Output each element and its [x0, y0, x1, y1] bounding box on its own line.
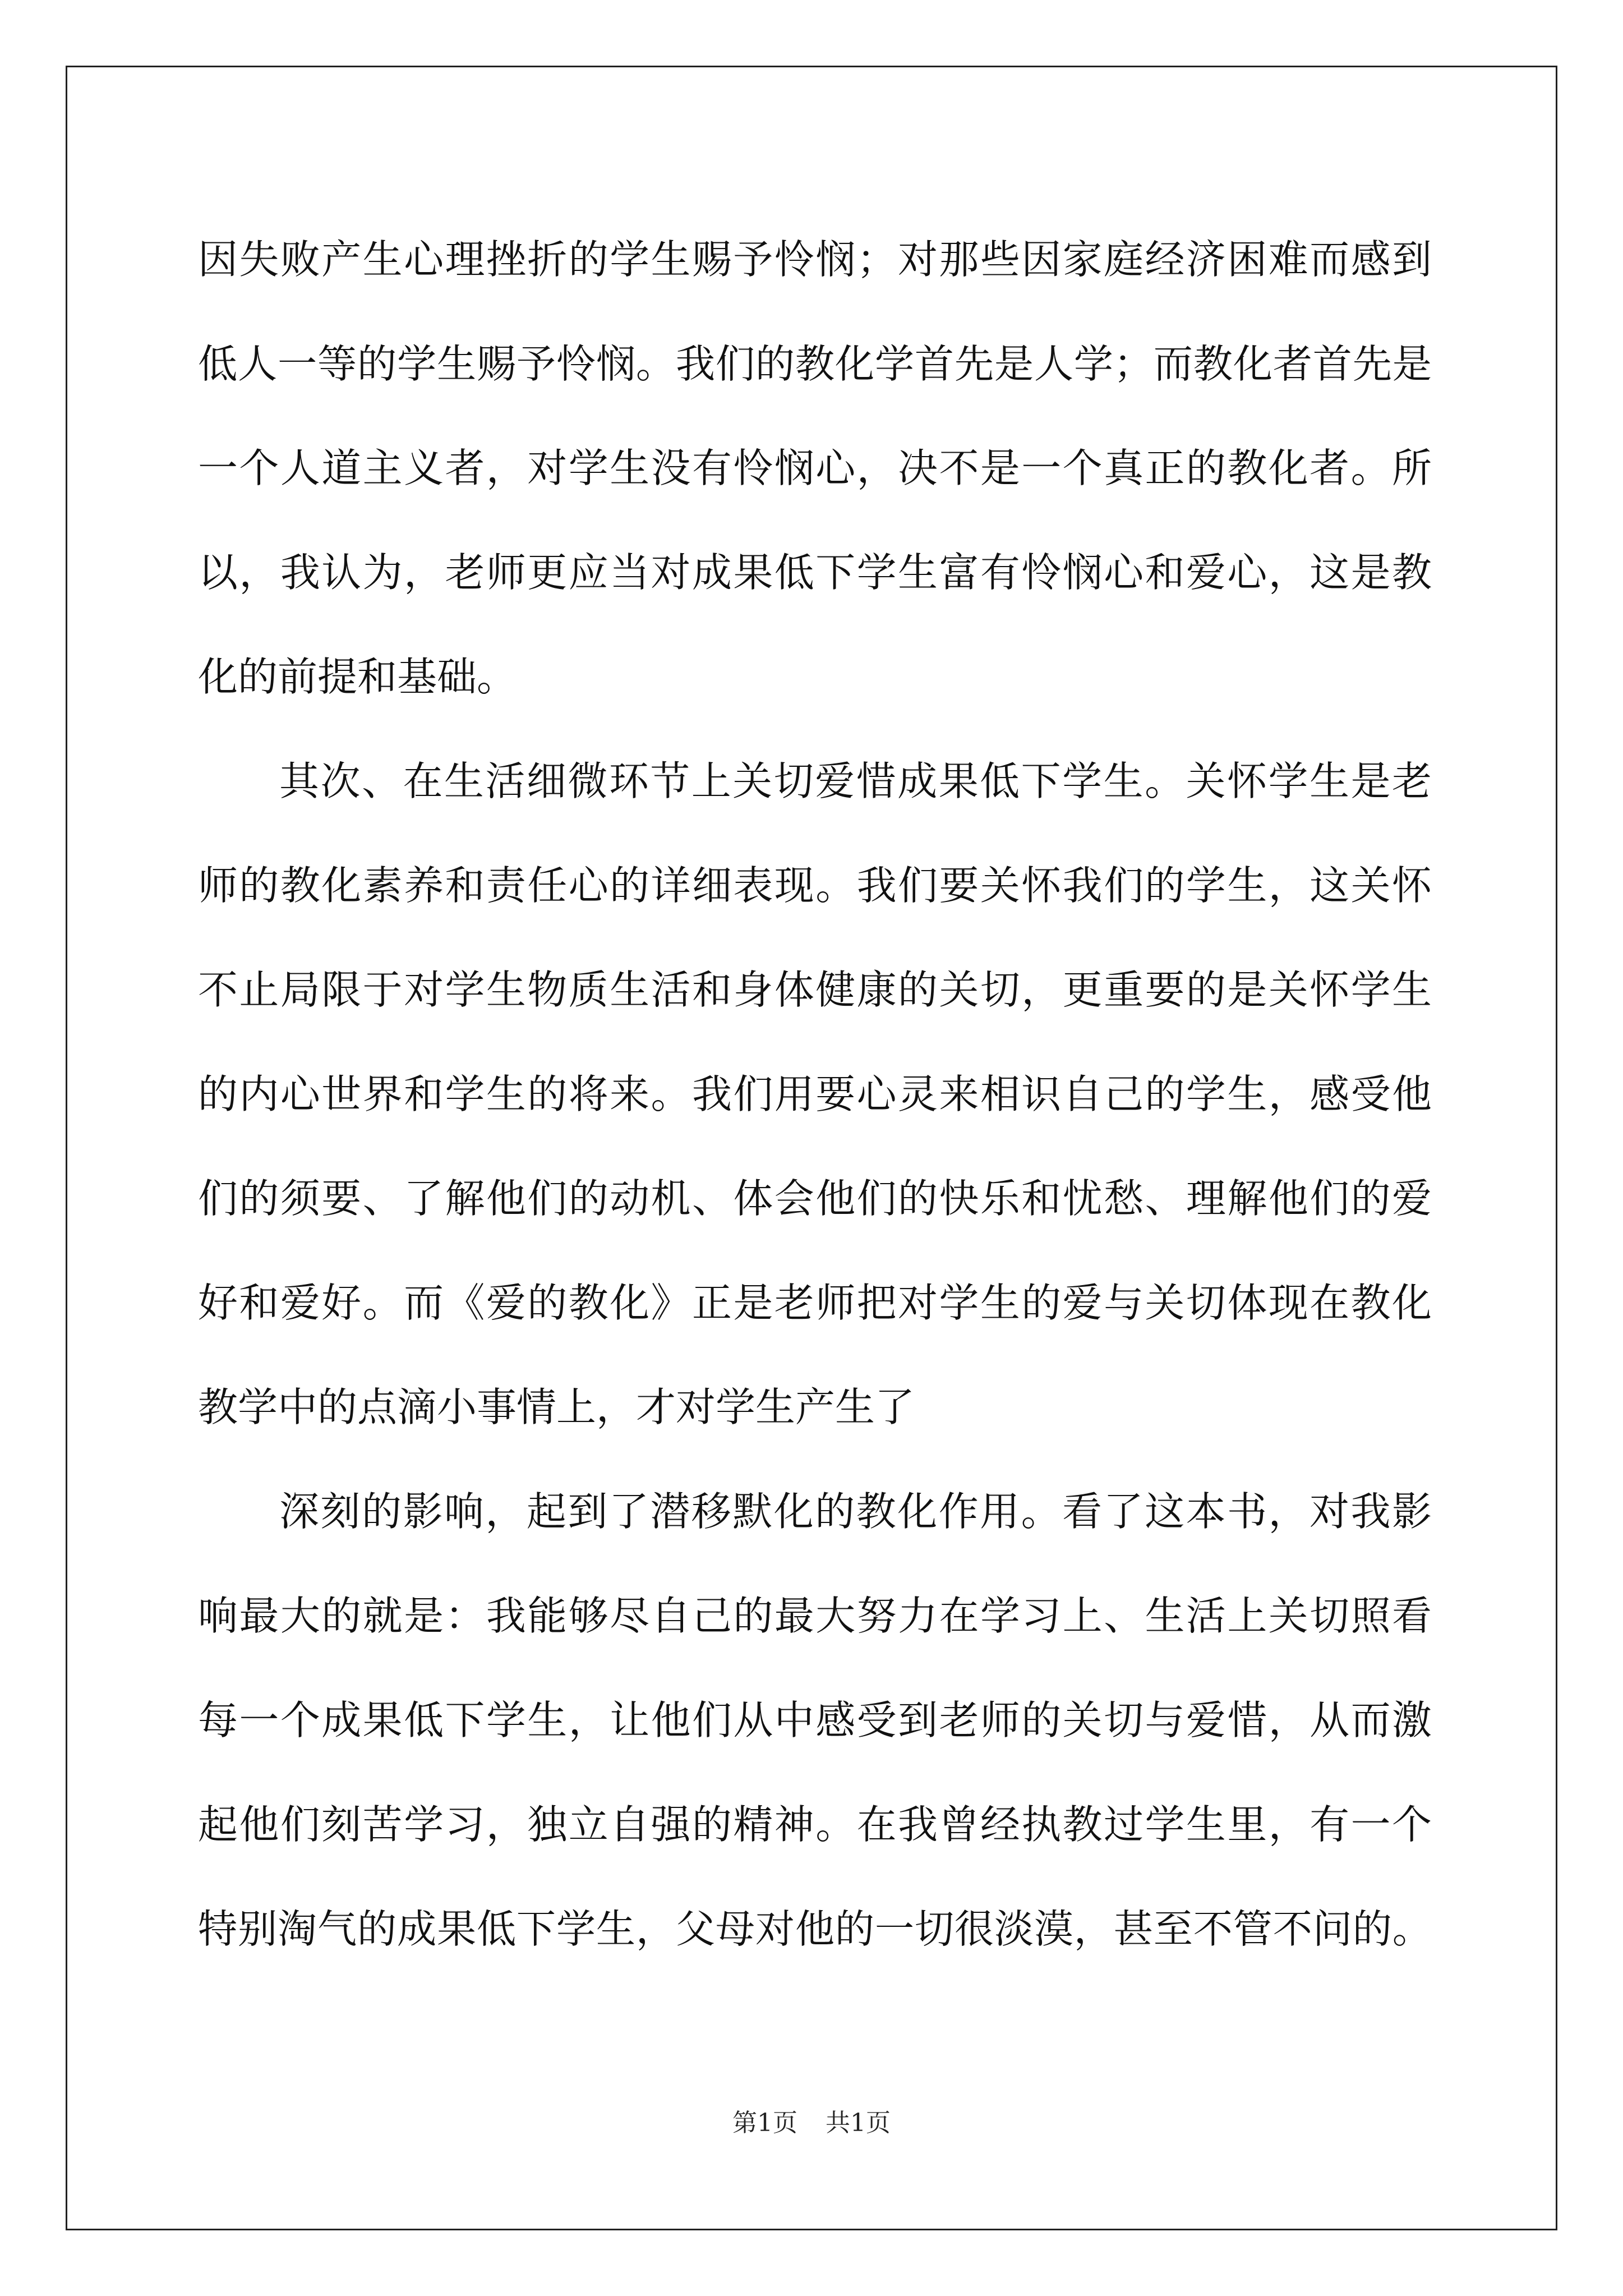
text-line: 的内心世界和学生的将来。我们用要心灵来相识自己的学生，感受他	[198, 1071, 1432, 1117]
text-line: 每一个成果低下学生，让他们从中感受到老师的关切与爱惜，从而激	[198, 1697, 1432, 1743]
text-line: 低人一等的学生赐予怜悯。我们的教化学首先是人学；而教化者首先是	[198, 341, 1432, 387]
page-footer	[0, 2102, 1623, 2138]
text-line: 深刻的影响，起到了潜移默化的教化作用。看了这本书，对我影	[279, 1488, 1432, 1535]
text-line: 其次、在生活细微环节上关切爱惜成果低下学生。关怀学生是老	[279, 758, 1432, 804]
text-line: 以，我认为，老师更应当对成果低下学生富有怜悯心和爱心，这是教	[198, 549, 1432, 596]
text-line: 师的教化素养和责任心的详细表现。我们要关怀我们的学生，这关怀	[198, 862, 1432, 909]
text-line: 因失败产生心理挫折的学生赐予怜悯；对那些因家庭经济困难而感到	[198, 236, 1432, 283]
text-line: 一个人道主义者，对学生没有怜悯心，决不是一个真正的教化者。所	[198, 445, 1432, 491]
text-line: 教学中的点滴小事情上，才对学生产生了	[198, 1384, 915, 1430]
text-line: 不止局限于对学生物质生活和身体健康的关切，更重要的是关怀学生	[198, 967, 1432, 1013]
page-total: 共1页	[826, 2109, 891, 2137]
text-line: 响最大的就是：我能够尽自己的最大努力在学习上、生活上关切照看	[198, 1593, 1432, 1639]
text-line: 好和爱好。而《爱的教化》正是老师把对学生的爱与关切体现在教化	[198, 1280, 1432, 1326]
page-number: 第1页	[732, 2109, 797, 2137]
document-body	[198, 208, 1432, 1981]
text-line: 们的须要、了解他们的动机、体会他们的快乐和忧愁、理解他们的爱	[198, 1175, 1432, 1222]
text-line: 起他们刻苦学习，独立自强的精神。在我曾经执教过学生里，有一个	[198, 1801, 1432, 1848]
text-line: 化的前提和基础。	[198, 654, 517, 700]
text-line: 特别淘气的成果低下学生，父母对他的一切很淡漠，甚至不管不问的。	[198, 1906, 1432, 1952]
